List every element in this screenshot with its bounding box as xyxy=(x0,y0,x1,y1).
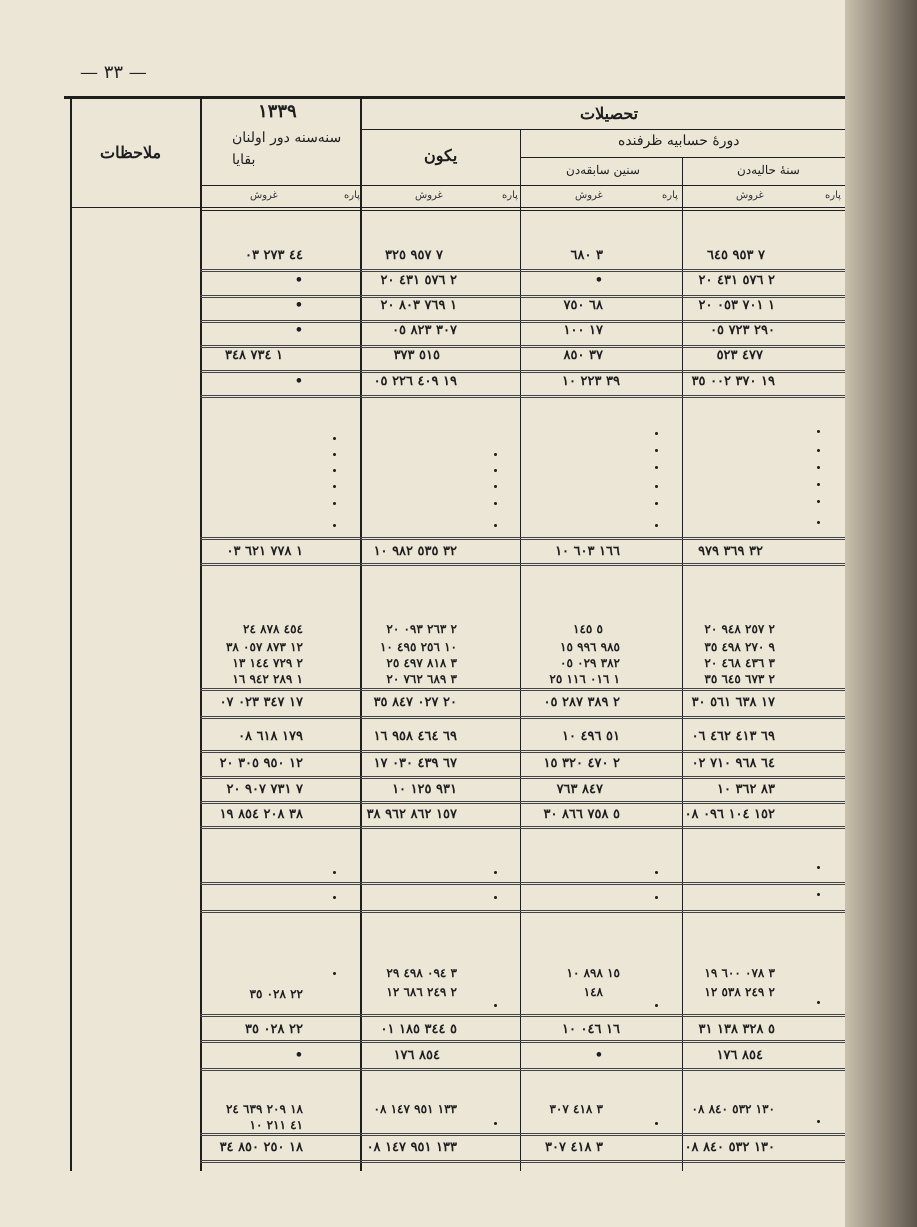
unit-para: پاره xyxy=(344,190,360,201)
subtotal-remaining: ١٧ ٣٤٧ ٠٢٣ ٠٧ xyxy=(219,695,303,710)
remaining-cell: • xyxy=(294,298,303,313)
subtotal-current-year: ١٧ ٦٣٨ ٥٦١ ٣٠ xyxy=(691,695,775,710)
unit-kurus: غروش xyxy=(415,190,443,201)
empty-marker xyxy=(817,500,820,503)
row-separator xyxy=(200,750,845,753)
total-cell: ٩٣١ ١٢٥ ١٠ xyxy=(392,782,457,797)
hdr-line-period xyxy=(521,157,845,158)
current-year-cell: ٧ ٩٥٣ ٦٤٥ xyxy=(707,248,765,263)
subtotal-current-year: ٥ ٣٢٨ ١٣٨ ٣١ xyxy=(698,1022,775,1037)
row-separator xyxy=(200,1068,845,1071)
empty-marker xyxy=(333,502,336,505)
period-header: دورهٔ حسابيه ظرفنده xyxy=(618,133,740,149)
year-header: ١٣٣٩ xyxy=(258,101,297,122)
empty-marker xyxy=(494,485,497,488)
prev-years-cell: ١ ٠١٦ ١١٦ ٢٥ xyxy=(549,672,620,686)
empty-marker xyxy=(494,469,497,472)
unit-kurus: غروش xyxy=(575,190,603,201)
total-cell: ١ ٧٦٩ ٨٠٣ ٢٠ xyxy=(380,298,457,313)
subtotal-remaining: ٢٢ ٠٢٨ ٣٥ xyxy=(245,1022,303,1037)
remaining-cell: ٤٥٤ ٨٧٨ ٢٤ xyxy=(243,622,303,636)
remaining-cell: • xyxy=(294,1048,303,1063)
row-separator xyxy=(200,882,845,885)
notes-header: ملاحظات xyxy=(100,143,162,162)
remaining-cell: ١٨ ٢٠٩ ٦٣٩ ٢٤ xyxy=(225,1102,303,1116)
unit-kurus: غروش xyxy=(736,190,764,201)
current-year-cell: ٣ ٤٣٦ ٤٦٨ ٢٠ xyxy=(704,656,775,670)
total-header: يكون xyxy=(424,146,458,165)
hdr-line-bottom-2 xyxy=(202,210,845,211)
row-separator xyxy=(200,563,845,566)
row-separator xyxy=(200,269,845,272)
total-cell: ٣ ٠٩٤ ٤٩٨ ٢٩ xyxy=(386,966,457,980)
remaining-cell: ٢ ٧٢٩ ١٤٤ ١٣ xyxy=(232,656,303,670)
current-year-cell: ١٣٠ ٥٣٢ ٨٤٠ ٠٨ xyxy=(691,1102,775,1116)
grand-total-remaining: ١٨ ٢٥٠ ٨٥٠ ٣٤ xyxy=(219,1140,303,1155)
current-year-cell: ٢ ٥٧٦ ٤٣١ ٢٠ xyxy=(698,273,775,288)
grand-total-total: ١٣٣ ٩٥١ ١٤٧ ٠٨ xyxy=(366,1140,457,1155)
row-separator xyxy=(200,826,845,829)
empty-marker xyxy=(655,871,658,874)
collections-header: تحصيلات xyxy=(580,104,639,123)
col-divider-prev xyxy=(682,158,683,1171)
total-cell: ٣ ٨١٨ ٤٩٧ ٢٥ xyxy=(386,656,457,670)
empty-marker xyxy=(494,453,497,456)
empty-marker xyxy=(817,483,820,486)
total-cell: ٢ ٢٤٩ ٦٨٦ ١٢ xyxy=(386,985,457,999)
current-year-cell: ٤٧٧ ٥٢٣ xyxy=(716,348,763,363)
unit-para: پاره xyxy=(502,190,518,201)
prev-years-cell: ٣٩ ٢٢٣ ١٠ xyxy=(562,374,620,389)
empty-marker xyxy=(494,1122,497,1125)
prev-years-cell: ٥ ١٤٥ xyxy=(573,622,603,636)
remaining-cell: ١ ٢٨٩ ٩٤٢ ١٦ xyxy=(232,672,303,686)
row-separator xyxy=(200,1160,845,1163)
total-cell: ١٩ ٤٠٩ ٢٢٦ ٠٥ xyxy=(373,374,457,389)
prev-years-cell: • xyxy=(594,273,603,288)
empty-marker xyxy=(655,485,658,488)
page-number: — ٣٣ — xyxy=(80,62,147,83)
row-separator xyxy=(200,776,845,779)
empty-marker xyxy=(655,466,658,469)
prev-years-cell: ١٥ ٨٩٨ ١٠ xyxy=(566,966,620,980)
remaining-cell: ٤٤ ٢٧٣ ٠٣ xyxy=(245,248,303,263)
prev-years-cell: ٣٧ ٨٥٠ xyxy=(563,348,603,363)
current-year-cell: ١٩ ٣٧٠ ٠٠٢ ٣٥ xyxy=(691,374,775,389)
row-separator xyxy=(200,801,845,804)
prev-years-cell: • xyxy=(594,1048,603,1063)
hdr-line-collections xyxy=(362,129,845,130)
current-year-cell: ٦٤ ٩٦٨ ٧١٠ ٠٢ xyxy=(691,756,775,771)
current-year-cell: ٢ ٢٥٧ ٩٤٨ ٢٠ xyxy=(704,622,775,636)
left-border xyxy=(70,96,72,1171)
total-cell: ٨٥٤ ١٧٦ xyxy=(393,1048,440,1063)
empty-marker xyxy=(655,432,658,435)
remaining-cell: ١ ٧٣٤ ٣٤٨ xyxy=(225,348,283,363)
empty-marker xyxy=(655,449,658,452)
row-separator xyxy=(200,395,845,398)
empty-marker xyxy=(494,502,497,505)
grand-total-prev-years: ٣ ٤١٨ ٣٠٧ xyxy=(545,1140,603,1155)
row-separator xyxy=(200,716,845,719)
prev-years-cell: ٥١ ٤٩٦ ١٠ xyxy=(562,729,620,744)
remaining-cell: • xyxy=(294,374,303,389)
prev-years-cell: ١٧ ١٠٠ xyxy=(563,323,603,338)
empty-marker xyxy=(333,469,336,472)
empty-marker xyxy=(333,896,336,899)
remaining-cell: ١٢ ٨٧٣ ٠٥٧ ٣٨ xyxy=(225,640,303,654)
empty-marker xyxy=(494,524,497,527)
subtotal-prev-years: ١٦٦ ٦٠٣ ١٠ xyxy=(555,544,620,559)
total-cell: ١٣٣ ٩٥١ ١٤٧ ٠٨ xyxy=(373,1102,457,1116)
remaining-cell: ٤١ ٢١١ ١٠ xyxy=(249,1118,303,1132)
remaining-cell: • xyxy=(294,273,303,288)
current-year-cell: ٦٩ ٤١٣ ٤٦٢ ٠٦ xyxy=(691,729,775,744)
empty-marker xyxy=(655,896,658,899)
total-cell: ٦٩ ٤٦٤ ٩٥٨ ١٦ xyxy=(373,729,457,744)
prev-years-cell: ٢ ٤٧٠ ٣٢٠ ١٥ xyxy=(543,756,620,771)
subtotal-total: ١٥٧ ٨٦٢ ٩٦٢ ٣٨ xyxy=(366,807,457,822)
unit-para: پاره xyxy=(662,190,678,201)
grand-total-current-year: ١٣٠ ٥٣٢ ٨٤٠ ٠٨ xyxy=(684,1140,775,1155)
empty-marker xyxy=(494,896,497,899)
row-separator xyxy=(200,1014,845,1017)
current-year-header: سنهٔ حاليه‌دن xyxy=(737,163,800,177)
empty-marker xyxy=(817,449,820,452)
prev-years-cell: ٣٨٢ ٠٢٩ ٠٥ xyxy=(560,656,620,670)
subtotal-prev-years: ١٦ ٠٤٦ ١٠ xyxy=(562,1022,620,1037)
prev-years-cell: ٣ ٤١٨ ٣٠٧ xyxy=(549,1102,603,1116)
subtotal-total: ٢٠ ٠٢٧ ٨٤٧ ٣٥ xyxy=(373,695,457,710)
subtotal-current-year: ١٥٢ ١٠٤ ٠٩٦ ٠٨ xyxy=(684,807,775,822)
empty-marker xyxy=(655,1122,658,1125)
total-cell: ١٠ ٢٥٦ ٤٩٥ ١٠ xyxy=(379,640,457,654)
subtotal-total: ٣٢ ٥٣٥ ٩٨٢ ١٠ xyxy=(373,544,457,559)
empty-marker xyxy=(333,437,336,440)
remaining-cell: • xyxy=(294,323,303,338)
total-cell: ٢ ٢٦٣ ٠٩٣ ٢٠ xyxy=(386,622,457,636)
subtotal-prev-years: ٥ ٧٥٨ ٨٦٦ ٣٠ xyxy=(543,807,620,822)
row-separator xyxy=(200,537,845,540)
current-year-cell: ١ ٧٠١ ٠٥٣ ٢٠ xyxy=(698,298,775,313)
empty-marker xyxy=(655,1004,658,1007)
empty-marker xyxy=(817,521,820,524)
col-divider-remaining xyxy=(360,99,362,1171)
empty-marker xyxy=(817,430,820,433)
hdr-line-bottom xyxy=(72,207,845,208)
subtotal-remaining: ٣٨ ٢٠٨ ٨٥٤ ١٩ xyxy=(219,807,303,822)
top-border xyxy=(64,96,846,99)
total-cell: ٧ ٩٥٧ ٣٢٥ xyxy=(385,248,443,263)
total-cell: ٢ ٥٧٦ ٤٣١ ٢٠ xyxy=(380,273,457,288)
prev-years-header: سنين سابقه‌دن xyxy=(566,163,640,177)
book-spine-shadow xyxy=(845,0,917,1227)
current-year-cell: ٢٩٠ ٧٢٣ ٠٥ xyxy=(710,323,775,338)
total-cell: ٣ ٦٨٩ ٧٦٢ ٢٠ xyxy=(386,672,457,686)
prev-years-cell: ١٤٨ xyxy=(583,985,603,999)
remaining-cell: ٧ ٧٣١ ٩٠٧ ٢٠ xyxy=(226,782,303,797)
empty-marker xyxy=(333,871,336,874)
row-separator xyxy=(200,370,845,373)
col-divider-notes xyxy=(200,99,202,1171)
total-cell: ٥١٥ ٣٧٣ xyxy=(393,348,440,363)
total-cell: ٣٠٧ ٨٢٣ ٠٥ xyxy=(392,323,457,338)
unit-para: پاره xyxy=(825,190,841,201)
remaining-header-line1: سنه‌سنه دور اولنان xyxy=(232,130,342,146)
current-year-cell: ٨٣ ٣٦٢ ١٠ xyxy=(717,782,775,797)
empty-marker xyxy=(494,871,497,874)
empty-marker xyxy=(333,485,336,488)
empty-marker xyxy=(333,453,336,456)
prev-years-cell: ٨٤٧ ٧٦٣ xyxy=(556,782,603,797)
unit-kurus: غروش xyxy=(250,190,278,201)
current-year-cell: ٣ ٠٧٨ ٦٠٠ ١٩ xyxy=(704,966,775,980)
empty-marker xyxy=(817,866,820,869)
current-year-cell: ٢ ٦٧٣ ٦٤٥ ٣٥ xyxy=(704,672,775,686)
subtotal-prev-years: ٢ ٣٨٩ ٢٨٧ ٠٥ xyxy=(543,695,620,710)
empty-marker xyxy=(817,1001,820,1004)
row-separator xyxy=(200,1040,845,1043)
empty-marker xyxy=(655,524,658,527)
remaining-cell: ٢٢ ٠٢٨ ٣٥ xyxy=(249,987,303,1001)
hdr-line-units-top xyxy=(202,185,845,186)
subtotal-total: ٥ ٣٤٤ ١٨٥ ٠١ xyxy=(380,1022,457,1037)
subtotal-remaining: ١ ٧٧٨ ٦٢١ ٠٣ xyxy=(226,544,303,559)
row-separator xyxy=(200,1133,845,1136)
remaining-cell: ١٧٩ ٦١٨ ٠٨ xyxy=(238,729,303,744)
subtotal-current-year: ٣٢ ٣٦٩ ٩٧٩ xyxy=(698,544,763,559)
row-separator xyxy=(200,910,845,913)
row-separator xyxy=(200,688,845,691)
empty-marker xyxy=(494,1004,497,1007)
empty-marker xyxy=(333,972,336,975)
empty-marker xyxy=(817,1120,820,1123)
empty-marker xyxy=(817,466,820,469)
prev-years-cell: ٦٨ ٧٥٠ xyxy=(563,298,603,313)
prev-years-cell: ٩٨٥ ٩٩٦ ١٥ xyxy=(560,640,620,654)
total-cell: ٦٧ ٤٣٩ ٠٣٠ ١٧ xyxy=(373,756,457,771)
empty-marker xyxy=(655,502,658,505)
current-year-cell: ٢ ٢٤٩ ٥٣٨ ١٢ xyxy=(704,985,775,999)
empty-marker xyxy=(817,893,820,896)
empty-marker xyxy=(333,524,336,527)
current-year-cell: ٨٥٤ ١٧٦ xyxy=(716,1048,763,1063)
remaining-cell: ١٢ ٩٥٠ ٣٠٥ ٢٠ xyxy=(219,756,303,771)
current-year-cell: ٩ ٢٧٠ ٤٩٨ ٣٥ xyxy=(704,640,775,654)
prev-years-cell: ٣ ٦٨٠ xyxy=(570,248,603,263)
remaining-header-line2: بقايا xyxy=(232,152,256,168)
